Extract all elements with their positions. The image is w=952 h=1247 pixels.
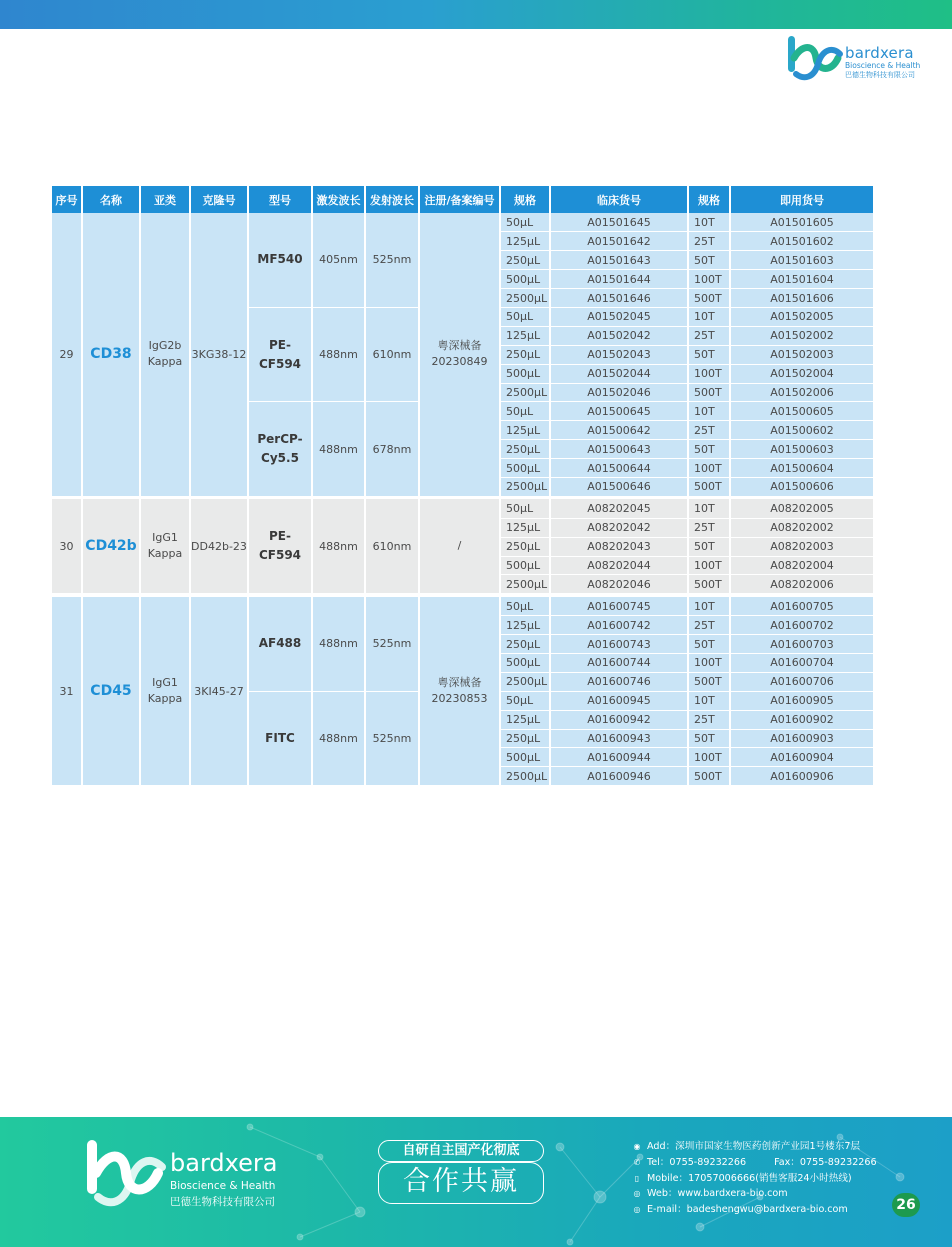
contact-mobile: ▯ Mobile：17057006666(销售客服24小时热线) [632,1171,902,1187]
cell-ready-code: A01600706 [730,672,874,691]
cell-ready-code: A08202005 [730,499,874,518]
cell-ready-code: A01502003 [730,345,874,364]
header-brand-sub-cn: 巴德生物科技有限公司 [845,71,915,79]
header-brand-sub-en: Bioscience & Health [845,61,921,70]
cell-spec-test: 500T [688,477,730,496]
cell-spec-test: 10T [688,499,730,518]
col-header: 规格 [500,186,550,213]
col-header: 即用货号 [730,186,874,213]
cell-excitation: 488nm [312,691,365,785]
contact-phone: ✆ Tel：0755-89232266 Fax：0755-89232266 [632,1155,902,1171]
footer-logo [84,1137,284,1209]
cell-clone: 3KG38-12 [190,213,248,496]
footer [0,1117,952,1247]
cell-ready-code: A01501602 [730,232,874,251]
cell-spec-test: 500T [688,672,730,691]
cell-spec: 125µL [500,232,550,251]
table-body [52,213,874,786]
cell-spec-test: 10T [688,307,730,326]
cell-spec-test: 100T [688,459,730,478]
cell-spec-test: 100T [688,364,730,383]
col-header: 亚类 [140,186,190,213]
cell-emission: 610nm [365,499,419,593]
top-color-bar [0,0,952,29]
cell-ready-code: A01500605 [730,402,874,421]
cell-ready-code: A01600704 [730,653,874,672]
cell-excitation: 488nm [312,499,365,593]
header-brand: bardxera [845,44,914,62]
table-row [52,499,874,518]
cell-ready-code: A01501605 [730,213,874,232]
cell-clinical-code: A01500642 [550,421,688,440]
header-logo [786,34,926,82]
cell-clinical-code: A01600743 [550,635,688,654]
cell-spec: 250µL [500,729,550,748]
contact-address: ◉ Add：深圳市国家生物医药创新产业园1号楼东7层 [632,1139,902,1155]
cell-clinical-code: A08202042 [550,518,688,537]
cell-subtype: IgG1 Kappa [140,499,190,593]
col-header: 注册/备案编号 [419,186,500,213]
cell-clinical-code: A01501643 [550,251,688,270]
cell-clinical-code: A01500643 [550,440,688,459]
cell-ready-code: A01501606 [730,289,874,308]
cell-excitation: 488nm [312,307,365,401]
cell-clinical-code: A01600942 [550,710,688,729]
cell-ready-code: A08202002 [730,518,874,537]
cell-number: 30 [52,499,82,593]
cell-spec: 2500µL [500,767,550,786]
cell-excitation: 405nm [312,213,365,307]
cell-clinical-code: A01500646 [550,477,688,496]
col-header: 克隆号 [190,186,248,213]
cell-spec-test: 100T [688,748,730,767]
col-header: 规格 [688,186,730,213]
cell-emission: 525nm [365,691,419,785]
cell-spec: 2500µL [500,383,550,402]
contact-info [632,1139,902,1218]
cell-ready-code: A01600904 [730,748,874,767]
slogan [378,1140,544,1204]
product-table [52,186,875,786]
cell-clinical-code: A01600742 [550,616,688,635]
table-row [52,597,874,616]
logo-mark-icon [84,1137,166,1209]
cell-model: AF488 [248,597,312,691]
cell-clinical-code: A01600744 [550,653,688,672]
cell-clinical-code: A01501645 [550,213,688,232]
cell-clinical-code: A01502042 [550,326,688,345]
cell-model: PE-CF594 [248,499,312,593]
cell-number: 29 [52,213,82,496]
cell-spec: 50µL [500,402,550,421]
cell-ready-code: A08202003 [730,537,874,556]
cell-ready-code: A01502004 [730,364,874,383]
cell-ready-code: A01600702 [730,616,874,635]
cell-excitation: 488nm [312,597,365,691]
col-header: 发射波长 [365,186,419,213]
cell-number: 31 [52,597,82,786]
cell-spec: 50µL [500,691,550,710]
cell-ready-code: A01500604 [730,459,874,478]
cell-spec: 125µL [500,421,550,440]
cell-clinical-code: A01600943 [550,729,688,748]
cell-ready-code: A01501603 [730,251,874,270]
cell-clinical-code: A01502045 [550,307,688,326]
cell-ready-code: A01500602 [730,421,874,440]
cell-spec: 2500µL [500,477,550,496]
cell-spec-test: 50T [688,635,730,654]
cell-spec-test: 100T [688,270,730,289]
cell-spec: 250µL [500,537,550,556]
mobile-icon: ▯ [634,1173,640,1183]
cell-clinical-code: A08202046 [550,575,688,594]
location-icon: ◉ [633,1142,641,1151]
cell-ready-code: A01600902 [730,710,874,729]
footer-brand-sub-en: Bioscience & Health [170,1180,276,1192]
cell-spec: 50µL [500,597,550,616]
cell-spec-test: 500T [688,767,730,786]
cell-ready-code: A01502002 [730,326,874,345]
cell-subtype: IgG2b Kappa [140,213,190,496]
cell-ready-code: A01600903 [730,729,874,748]
cell-clinical-code: A01501644 [550,270,688,289]
cell-spec-test: 25T [688,232,730,251]
cell-emission: 678nm [365,402,419,496]
cell-spec: 50µL [500,499,550,518]
cell-spec: 50µL [500,307,550,326]
mail-icon: ◎ [633,1205,641,1215]
cell-spec: 250µL [500,635,550,654]
contact-email: ◎ E-mail：badeshengwu@bardxera-bio.com [632,1202,902,1218]
cell-clinical-code: A01502046 [550,383,688,402]
cell-ready-code: A01600703 [730,635,874,654]
cell-spec-test: 25T [688,326,730,345]
cell-clone: DD42b-23 [190,499,248,593]
cell-ready-code: A01600905 [730,691,874,710]
cell-emission: 610nm [365,307,419,401]
cell-clinical-code: A01501646 [550,289,688,308]
cell-spec-test: 10T [688,597,730,616]
cell-spec: 2500µL [500,575,550,594]
cell-ready-code: A08202006 [730,575,874,594]
cell-ready-code: A01501604 [730,270,874,289]
cell-clinical-code: A01600945 [550,691,688,710]
cell-registration: / [419,499,500,593]
table-header-row [52,186,874,213]
cell-ready-code: A01600705 [730,597,874,616]
cell-clinical-code: A01600746 [550,672,688,691]
cell-spec: 500µL [500,653,550,672]
col-header: 序号 [52,186,82,213]
cell-spec-test: 25T [688,616,730,635]
cell-spec: 250µL [500,440,550,459]
cell-name: CD45 [82,597,140,786]
cell-excitation: 488nm [312,402,365,496]
footer-brand-sub-cn: 巴德生物科技有限公司 [170,1196,275,1208]
col-header: 临床货号 [550,186,688,213]
slogan-line-2: 合作共赢 [378,1162,544,1204]
cell-model: MF540 [248,213,312,307]
logo-mark-icon [786,34,844,82]
cell-spec-test: 50T [688,345,730,364]
cell-clinical-code: A01502044 [550,364,688,383]
cell-spec: 125µL [500,710,550,729]
cell-spec: 2500µL [500,672,550,691]
cell-spec: 125µL [500,518,550,537]
col-header: 型号 [248,186,312,213]
cell-ready-code: A01500606 [730,477,874,496]
cell-subtype: IgG1 Kappa [140,597,190,786]
cell-spec-test: 500T [688,575,730,594]
cell-spec: 500µL [500,364,550,383]
cell-spec: 500µL [500,270,550,289]
cell-model: PE-CF594 [248,307,312,401]
contact-web: ◎ Web：www.bardxera-bio.com [632,1186,902,1202]
cell-spec-test: 50T [688,729,730,748]
globe-icon: ◎ [633,1189,641,1199]
cell-spec-test: 50T [688,251,730,270]
cell-spec-test: 50T [688,537,730,556]
cell-registration: 粤深械备 20230853 [419,597,500,786]
cell-spec: 250µL [500,345,550,364]
col-header: 激发波长 [312,186,365,213]
cell-spec: 125µL [500,326,550,345]
cell-spec: 500µL [500,556,550,575]
cell-spec-test: 500T [688,289,730,308]
cell-spec-test: 100T [688,556,730,575]
cell-clinical-code: A08202045 [550,499,688,518]
cell-ready-code: A01502005 [730,307,874,326]
cell-ready-code: A01600906 [730,767,874,786]
cell-clinical-code: A01501642 [550,232,688,251]
page-number: 26 [892,1193,920,1217]
cell-name: CD38 [82,213,140,496]
cell-spec: 250µL [500,251,550,270]
cell-emission: 525nm [365,213,419,307]
cell-spec: 125µL [500,616,550,635]
cell-clinical-code: A01600944 [550,748,688,767]
cell-clone: 3KI45-27 [190,597,248,786]
slogan-line-1: 自研自主国产化彻底 [378,1140,544,1162]
col-header: 名称 [82,186,140,213]
cell-spec-test: 25T [688,518,730,537]
cell-clinical-code: A01600946 [550,767,688,786]
cell-spec: 500µL [500,459,550,478]
cell-ready-code: A08202004 [730,556,874,575]
cell-spec-test: 100T [688,653,730,672]
cell-clinical-code: A08202043 [550,537,688,556]
cell-spec: 500µL [500,748,550,767]
phone-icon: ✆ [633,1157,641,1167]
table-row [52,213,874,232]
cell-spec: 2500µL [500,289,550,308]
cell-spec-test: 25T [688,710,730,729]
cell-model: PerCP-Cy5.5 [248,402,312,496]
cell-spec: 50µL [500,213,550,232]
cell-clinical-code: A08202044 [550,556,688,575]
cell-spec-test: 10T [688,691,730,710]
cell-registration: 粤深械备 20230849 [419,213,500,496]
cell-spec-test: 500T [688,383,730,402]
cell-ready-code: A01500603 [730,440,874,459]
cell-spec-test: 10T [688,402,730,421]
cell-emission: 525nm [365,597,419,691]
cell-spec-test: 50T [688,440,730,459]
cell-clinical-code: A01500645 [550,402,688,421]
cell-clinical-code: A01502043 [550,345,688,364]
cell-clinical-code: A01500644 [550,459,688,478]
cell-spec-test: 25T [688,421,730,440]
cell-model: FITC [248,691,312,785]
cell-name: CD42b [82,499,140,593]
cell-clinical-code: A01600745 [550,597,688,616]
cell-spec-test: 10T [688,213,730,232]
cell-ready-code: A01502006 [730,383,874,402]
footer-brand: bardxera [170,1149,278,1177]
